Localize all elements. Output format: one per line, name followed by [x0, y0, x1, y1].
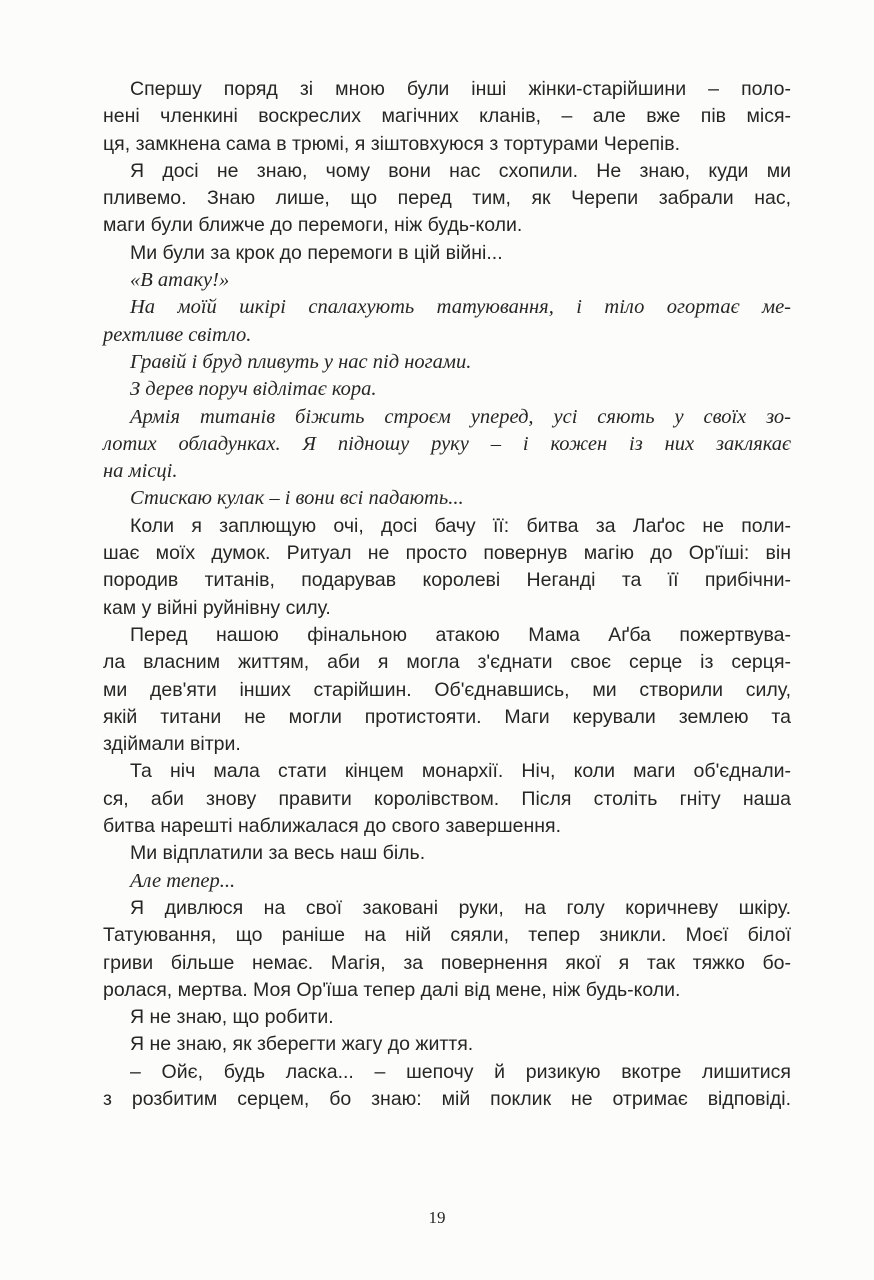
paragraph: [103, 1004, 791, 1031]
paragraph: [103, 376, 791, 403]
text-line: кам у війні руйнівну силу.: [103, 596, 331, 619]
paragraph: [103, 1059, 791, 1114]
text-line: Перед нашою фінальною атакою Мама Аґба пожертвува-: [130, 623, 791, 646]
text-line: Ми були за крок до перемоги в цій війні...: [130, 241, 503, 264]
text-line: На моїй шкірі спалахують татуювання, і тіло огортає ме-: [130, 296, 791, 319]
text-line: З дерев поруч відлітає кора.: [130, 378, 377, 401]
text-line: Гравій і бруд пливуть у нас під ногами.: [130, 350, 472, 373]
text-line: маги були ближче до перемоги, ніж будь-коли.: [103, 214, 523, 237]
text-line: ла власним життям, аби я могла з'єднати своє серце із серця-: [103, 651, 791, 674]
paragraph: [103, 294, 791, 349]
paragraph: [103, 158, 791, 240]
text-line: лотих обладунках. Я підношу руку – і кожен із них заклякає: [103, 432, 791, 455]
text-line: Та ніч мала стати кінцем монархії. Ніч, коли маги об'єднали-: [130, 760, 791, 783]
text-line: – Ойє, будь ласка... – шепочу й ризикую вкотре лишитися: [130, 1060, 791, 1083]
text-line: рехтливе світло.: [103, 323, 252, 346]
paragraph: [103, 758, 791, 840]
text-line: нені членкині воскреслих магічних кланів, – але вже пів міся-: [103, 105, 791, 128]
text-line: з розбитим серцем, бо знаю: мій поклик не отримає відповіді.: [103, 1087, 791, 1110]
text-line: «В атаку!»: [130, 269, 230, 292]
paragraph: [103, 868, 791, 895]
page-number: 19: [428, 1208, 446, 1227]
text-line: Спершу поряд зі мною були інші жінки-старійшини – поло-: [130, 78, 791, 100]
text-line: Татуювання, що раніше на ній сяяли, тепер зникли. Моєї білої: [103, 924, 791, 947]
text-line: Я не знаю, як зберегти жагу до життя.: [130, 1033, 474, 1056]
text-line: ця, замкнена сама в трюмі, я зіштовхуюся з тортурами Черепів.: [103, 132, 681, 155]
text-line: Ми відплатили за весь наш біль.: [130, 842, 426, 865]
text-line: ролася, мертва. Моя Ор'їша тепер далі від мене, ніж будь-коли.: [103, 978, 681, 1001]
text-line: Я не знаю, що робити.: [130, 1006, 334, 1029]
text-line: на місці.: [103, 460, 178, 483]
text-line: Я досі не знаю, чому вони нас схопили. Не знаю, куди ми: [130, 159, 791, 182]
text-line: здіймали вітри.: [103, 733, 241, 756]
text-line: ми дев'яти інших старійшин. Об'єднавшись, ми створили силу,: [103, 678, 791, 701]
paragraph: [103, 349, 791, 376]
text-line: битва нарешті наближалася до свого завершення.: [103, 815, 561, 838]
paragraph: [103, 267, 791, 294]
paragraph: [103, 1031, 791, 1058]
paragraph: [103, 895, 791, 1004]
paragraph: [103, 404, 791, 486]
paragraph: [103, 622, 791, 758]
text-line: Армія титанів біжить строєм уперед, усі сяють у своїх зо-: [130, 405, 791, 428]
text-line: Коли я заплющую очі, досі бачу її: битва за Лаґос не поли-: [130, 514, 791, 537]
text-line: пливемо. Знаю лише, що перед тим, як Черепи забрали нас,: [103, 187, 791, 210]
paragraph: [103, 76, 791, 158]
text-line: шає моїх думок. Ритуал не просто повернув магію до Ор'їші: він: [103, 542, 791, 565]
text-line: ся, аби знову правити королівством. Після століть гніту наша: [103, 787, 791, 810]
text-line: Але тепер...: [130, 869, 236, 892]
paragraph: [103, 240, 791, 267]
paragraph: [103, 840, 791, 867]
paragraph: [103, 485, 791, 512]
book-page-text: [103, 76, 791, 1113]
text-line: породив титанів, подарував королеві Неганді та її прибічни-: [103, 569, 791, 592]
paragraph: [103, 513, 791, 622]
text-line: якій титани не могли протистояти. Маги керували землею та: [103, 705, 791, 728]
text-line: Я дивлюся на свої заковані руки, на голу коричневу шкіру.: [130, 896, 791, 919]
text-line: Стискаю кулак – і вони всі падають...: [130, 487, 464, 510]
text-line: гриви більше немає. Магія, за повернення якої я так тяжко бо-: [103, 951, 791, 974]
